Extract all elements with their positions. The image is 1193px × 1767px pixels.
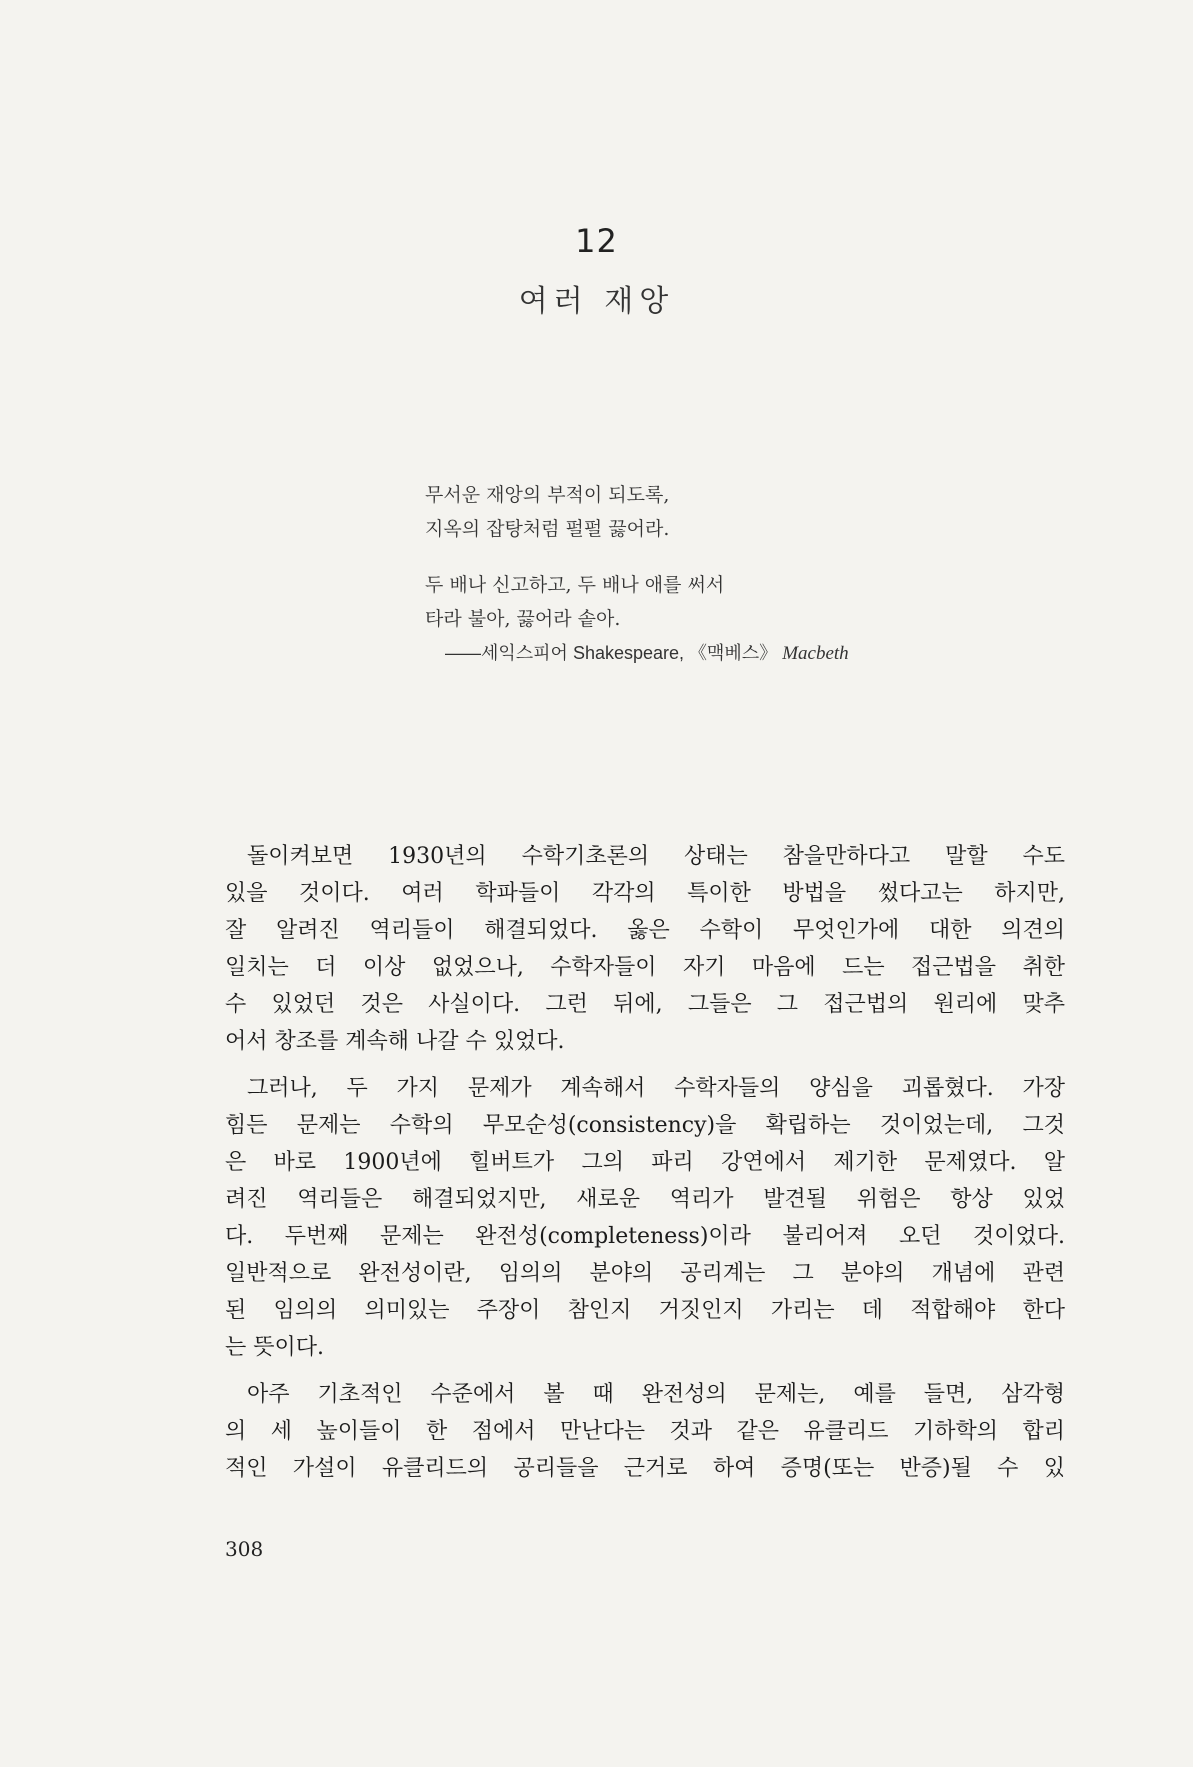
text-line: 일치는 더 이상 없었으나, 수학자들이 자기 마음에 드는 접근법을 취한: [225, 955, 1065, 980]
epigraph: [425, 478, 985, 671]
page-number: 308: [225, 1537, 264, 1561]
epigraph-line: 타라 불아, 끓어라 솥아.: [425, 608, 621, 630]
text-line: 아주 기초적인 수준에서 볼 때 완전성의 문제는, 예를 들면, 삼각형: [247, 1382, 1065, 1407]
attribution-work-title: Macbeth: [782, 643, 849, 664]
epigraph-line: 두 배나 신고하고, 두 배나 애를 써서: [425, 574, 725, 596]
text-line: 그러나, 두 가지 문제가 계속해서 수학자들의 양심을 괴롭혔다. 가장: [247, 1076, 1065, 1101]
epigraph-line: 무서운 재앙의 부적이 되도록,: [425, 484, 670, 506]
text-line: 려진 역리들은 해결되었지만, 새로운 역리가 발견될 위험은 항상 있었: [225, 1187, 1065, 1212]
epigraph-line: 지옥의 잡탕처럼 펄펄 끓어라.: [425, 518, 670, 540]
text-line: 잘 알려진 역리들이 해결되었다. 옳은 수학이 무엇인가에 대한 의견의: [225, 918, 1065, 943]
epigraph-attribution: [425, 636, 985, 671]
text-line: 은 바로 1900년에 힐버트가 그의 파리 강연에서 제기한 문제였다. 알: [225, 1150, 1065, 1175]
paragraph-3: [225, 1376, 1065, 1487]
chapter-number: 12: [575, 222, 618, 260]
paragraph-1: [225, 838, 1065, 1060]
text-line: 돌이켜보면 1930년의 수학기초론의 상태는 참을만하다고 말할 수도: [247, 844, 1065, 869]
text-line: 는 뜻이다.: [225, 1335, 324, 1360]
text-line: 다. 두번째 문제는 완전성(completeness)이라 불리어져 오던 것이었다.: [225, 1224, 1065, 1249]
epigraph-stanza-1: [425, 478, 985, 546]
text-line: 일반적으로 완전성이란, 임의의 분야의 공리계는 그 분야의 개념에 관련: [225, 1261, 1065, 1286]
text-line: 어서 창조를 계속해 나갈 수 있었다.: [225, 1029, 565, 1054]
chapter-title: 여러 재앙: [518, 284, 675, 319]
text-line: 적인 가설이 유클리드의 공리들을 근거로 하여 증명(또는 반증)될 수 있: [225, 1456, 1065, 1481]
text-line: 된 임의의 의미있는 주장이 참인지 거짓인지 가리는 데 적합해야 한다: [225, 1298, 1065, 1323]
paragraph-2: [225, 1070, 1065, 1366]
text-line: 의 세 높이들이 한 점에서 만난다는 것과 같은 유클리드 기하학의 합리: [225, 1419, 1065, 1444]
text-line: 있을 것이다. 여러 학파들이 각각의 특이한 방법을 썼다고는 하지만,: [225, 881, 1065, 906]
body-text: [225, 838, 1065, 1497]
text-line: 힘든 문제는 수학의 무모순성(consistency)을 확립하는 것이었는데, 그것: [225, 1113, 1065, 1138]
epigraph-stanza-2: [425, 568, 985, 671]
text-line: 수 있었던 것은 사실이다. 그런 뒤에, 그들은 그 접근법의 원리에 맞추: [225, 992, 1065, 1017]
attribution-text: ——세익스피어 Shakespeare, 《맥베스》: [445, 643, 778, 663]
